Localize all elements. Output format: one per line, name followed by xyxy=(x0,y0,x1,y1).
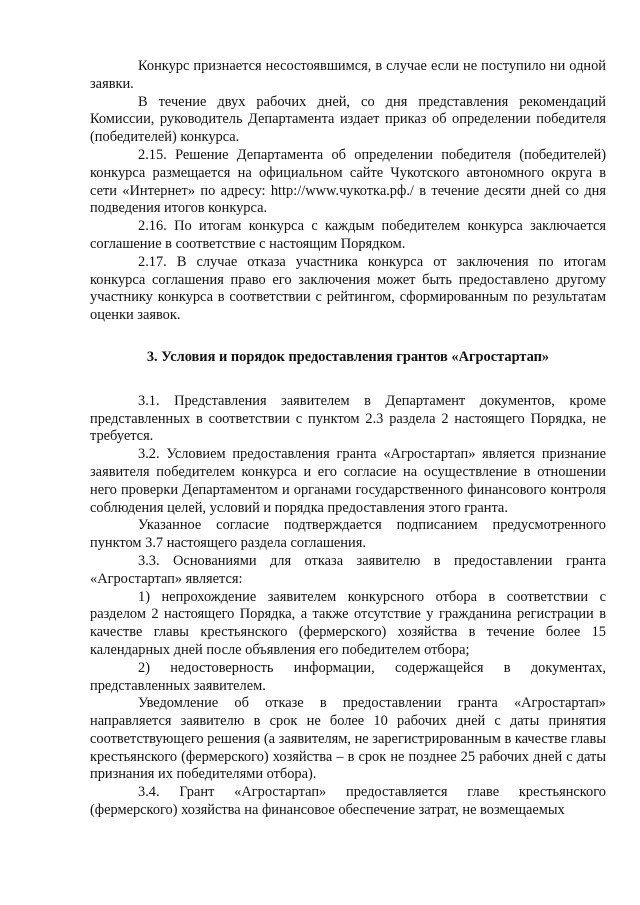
section-gap-top xyxy=(90,325,606,349)
paragraph-3-2: 3.2. Условием предоставления гранта «Агростартап» является признание заявителя победителем конкурса и его согласие на осуществление в отношении него проверки Департаментом и органами государственного финансового контроля соблюдения целей, условий и порядка предоставления этого гранта. xyxy=(90,446,606,516)
document-text xyxy=(90,58,606,820)
paragraph-contest-failed: Конкурс признается несостоявшимся, в случае если не поступило ни одной заявки. xyxy=(90,58,606,92)
paragraph-reason-1: 1) непрохождение заявителем конкурсного отбора в соответствии с разделом 2 настоящего Порядка, а также отсутствие у гражданина регистрации в качестве главы крестьянского (фермерского) хозяйства в течение более 15 календарных дней после объявления его победителем отбора; xyxy=(90,588,606,658)
paragraph-order-issued: В течение двух рабочих дней, со дня представления рекомендаций Комиссии, руководитель Департамента издает приказ об определении победителя (победителей) конкурса. xyxy=(90,93,606,146)
paragraph-2-16: 2.16. По итогам конкурса с каждым победителем конкурса заключается соглашение в соответствие с настоящим Порядком. xyxy=(90,218,606,252)
paragraph-3-3: 3.3. Основаниями для отказа заявителю в предоставлении гранта «Агростартап» является: xyxy=(90,552,606,587)
paragraph-3-4: 3.4. Грант «Агростартап» предоставляется главе крестьянского (фермерского) хозяйства на финансовое обеспечение затрат, не возмещаемых xyxy=(90,784,606,819)
section-title: 3. Условия и порядок предоставления грантов «Агростартап» xyxy=(146,348,550,365)
paragraph-consent: Указанное согласие подтверждается подписанием предусмотренного пунктом 3.7 настоящего раздела соглашения. xyxy=(90,517,606,552)
section-gap-bottom xyxy=(90,367,606,393)
paragraph-2-17: 2.17. В случае отказа участника конкурса от заключения по итогам конкурса соглашения право его заключения может быть предоставлено другому участнику конкурса в соответствии с рейтингом, сформированным по результатам оценки заявок. xyxy=(90,253,606,324)
paragraph-refusal-notice: Уведомление об отказе в предоставлении гранта «Агростартап» направляется заявителю в срок не более 10 рабочих дней с даты принятия соответствующего решения (а заявителям, не зарегистрированным в качестве главы крестьянского (фермерского) хозяйства – в срок не позднее 25 рабочих дней с даты признания их победителями отбора). xyxy=(90,695,606,783)
paragraph-3-1: 3.1. Представления заявителем в Департамент документов, кроме представленных в соответствии с пунктом 2.3 раздела 2 настоящего Порядка, не требуется. xyxy=(90,392,606,445)
paragraph-reason-2: 2) недостоверность информации, содержащейся в документах, представленных заявителем. xyxy=(90,659,606,694)
paragraph-2-15: 2.15. Решение Департамента об определении победителя (победителей) конкурса размещается на официальном сайте Чукотского автономного округа в сети «Интернет» по адресу: http://www.чукотка.рф./ в течение десяти дней со дня подведения итогов конкурса. xyxy=(90,146,606,217)
